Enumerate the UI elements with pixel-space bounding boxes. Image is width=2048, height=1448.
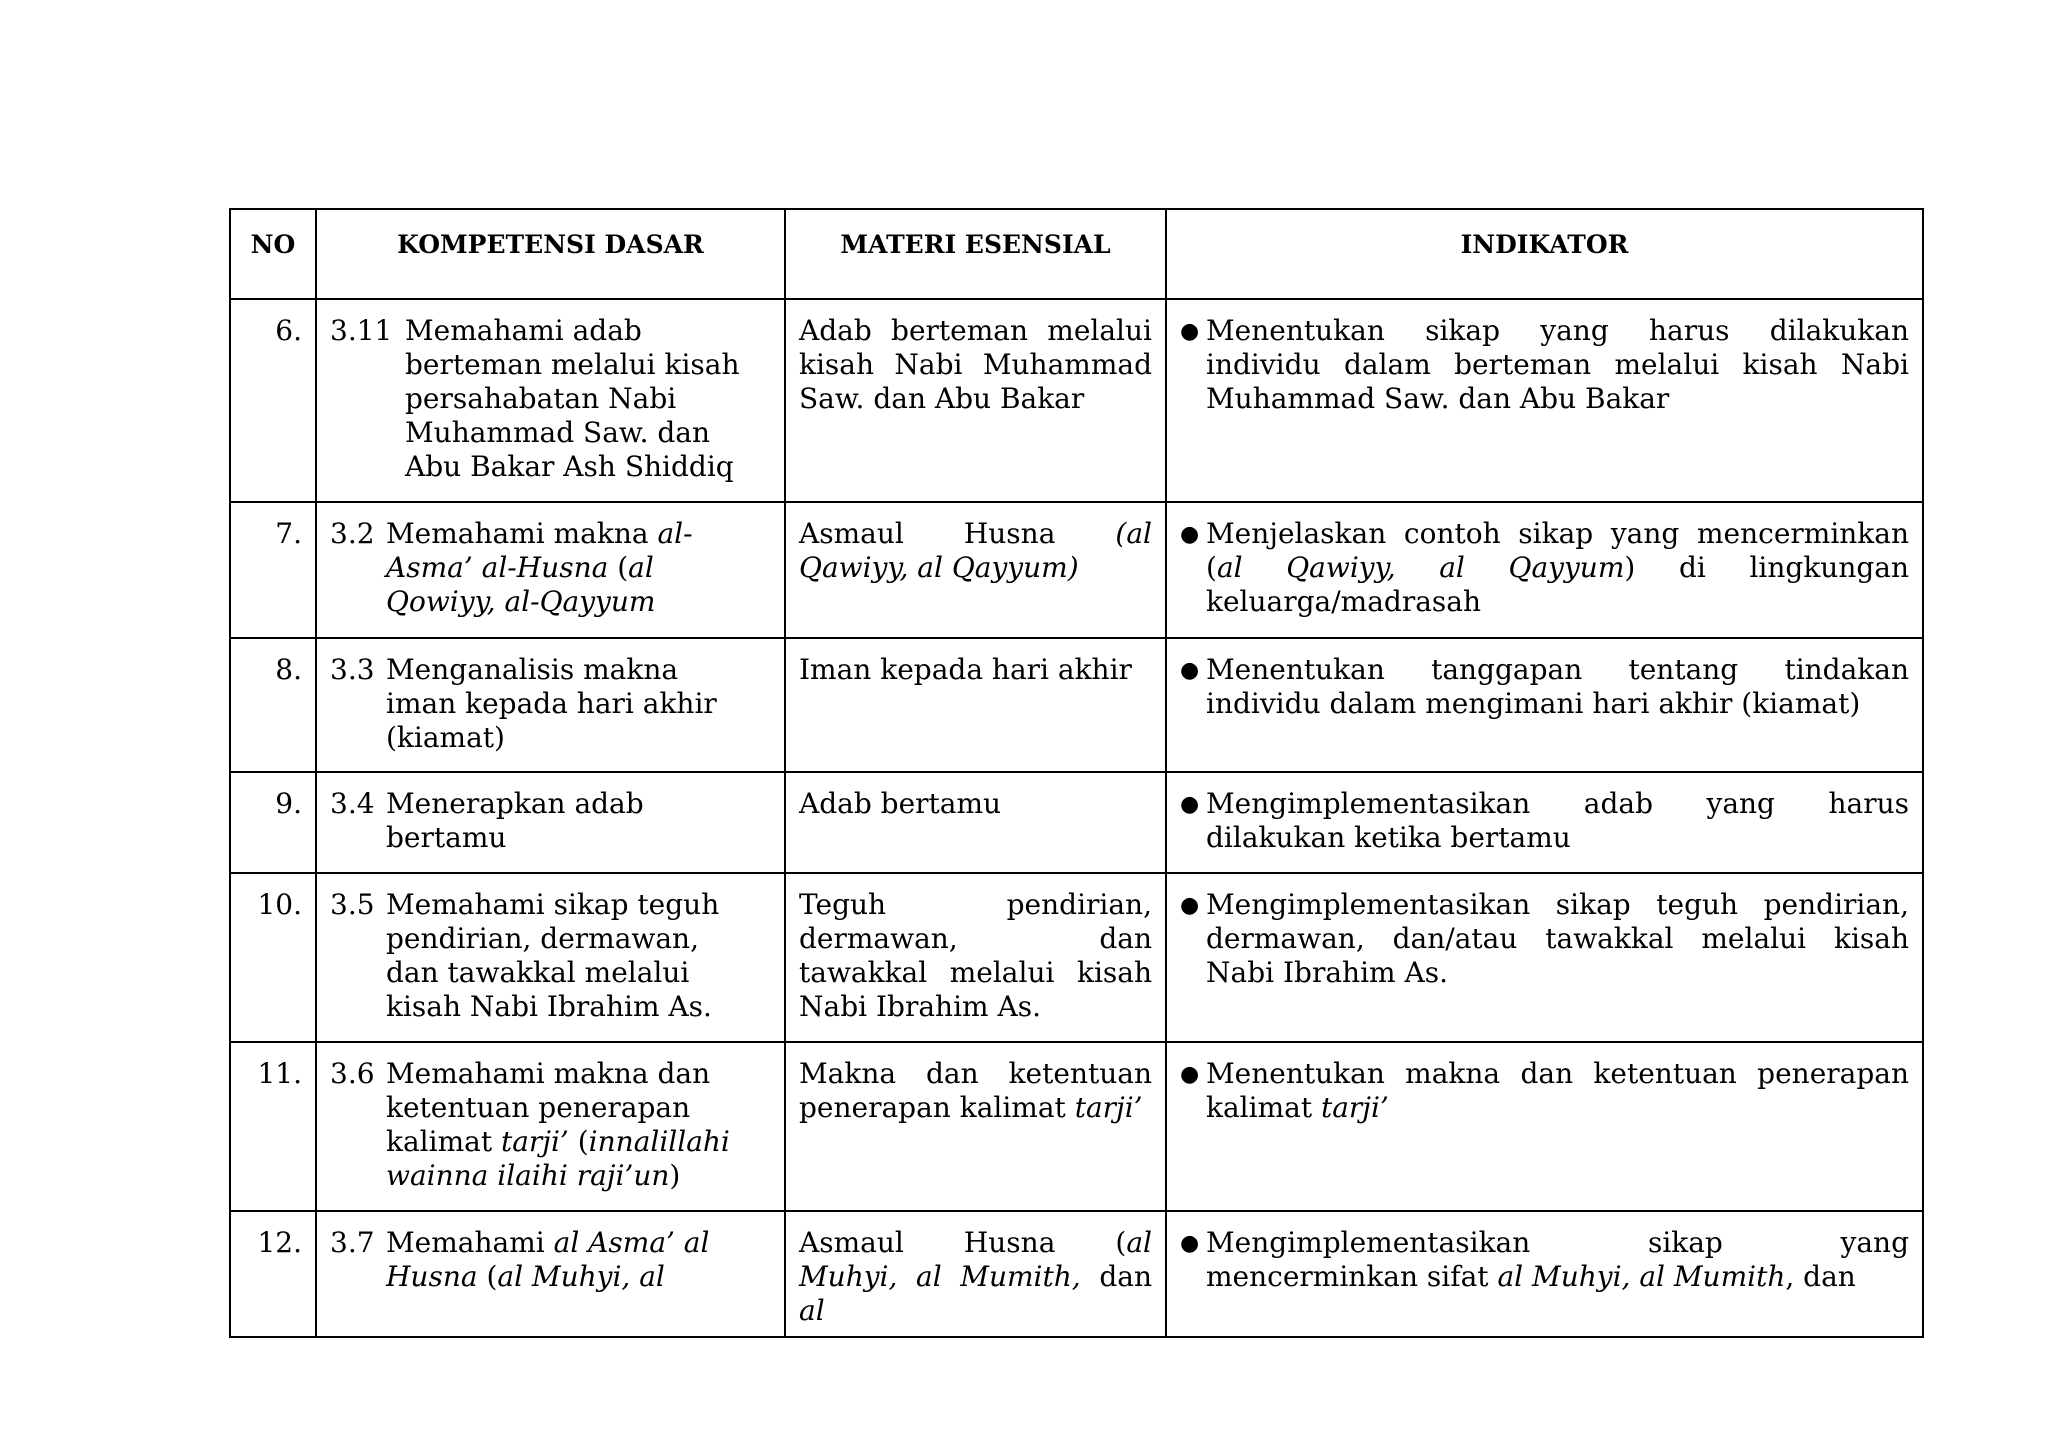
kd-text-line: Menerapkan adab <box>386 787 644 820</box>
bullet-icon: ● <box>1180 658 1200 683</box>
indikator-text-line: Menjelaskan contoh sikap yang mencerminkan <box>1206 517 1909 550</box>
kd-text-line: Memahami adab <box>405 314 642 347</box>
indikator-text-line: mencerminkan sifat al Muhyi, al Mumith, dan <box>1206 1260 1856 1293</box>
kd-text-line: (kiamat) <box>386 721 505 754</box>
kd-number: 3.7 <box>330 1226 375 1259</box>
bullet-icon: ● <box>1180 522 1200 547</box>
kd-text-line: pendirian, dermawan, <box>386 922 699 955</box>
materi-esensial-cell <box>785 873 1166 1042</box>
kd-text-line: berteman melalui kisah <box>405 348 740 381</box>
indikator-cell <box>1166 1042 1923 1211</box>
table-row <box>230 502 1923 638</box>
materi-text-line: Nabi Ibrahim As. <box>799 990 1041 1023</box>
kd-text-line: Memahami makna al- <box>386 517 693 550</box>
table-row <box>230 638 1923 772</box>
materi-text-line: Qawiyy, al Qayyum) <box>799 551 1079 584</box>
kd-text-line: Memahami sikap teguh <box>386 888 720 921</box>
bullet-icon: ● <box>1180 1062 1200 1087</box>
kd-text-line: Memahami makna dan <box>386 1057 711 1090</box>
table-row <box>230 772 1923 873</box>
materi-text-line: Saw. dan Abu Bakar <box>799 382 1085 415</box>
kd-text-line: ketentuan penerapan <box>386 1091 691 1124</box>
indikator-cell <box>1166 299 1923 502</box>
indikator-cell <box>1166 1211 1923 1337</box>
materi-text-line: Adab bertamu <box>799 787 1002 820</box>
indikator-text-line: individu dalam berteman melalui kisah Nabi <box>1206 348 1909 381</box>
indikator-text-line: Muhammad Saw. dan Abu Bakar <box>1206 382 1670 415</box>
kd-text-line: kisah Nabi Ibrahim As. <box>386 990 712 1023</box>
row-number: 7. <box>230 502 316 638</box>
table-row <box>230 1211 1923 1337</box>
materi-text-line: dermawan, dan <box>799 922 1152 955</box>
kd-text-line: Muhammad Saw. dan <box>405 416 711 449</box>
indikator-cell <box>1166 638 1923 772</box>
bullet-icon: ● <box>1180 319 1200 344</box>
indikator-text-line: dermawan, dan/atau tawakkal melalui kisah <box>1206 922 1909 955</box>
kd-text-line: Qowiyy, al-Qayyum <box>386 585 656 618</box>
materi-esensial-cell <box>785 299 1166 502</box>
indikator-text-line: Mengimplementasikan sikap yang <box>1206 1226 1909 1259</box>
kompetensi-dasar-cell <box>316 638 785 772</box>
kd-number: 3.3 <box>330 653 375 686</box>
materi-text-line: Adab berteman melalui <box>799 314 1152 347</box>
indikator-text-line: Menentukan tanggapan tentang tindakan <box>1206 653 1909 686</box>
materi-text-line: Makna dan ketentuan <box>799 1057 1152 1090</box>
kompetensi-table <box>229 208 1924 1338</box>
bullet-icon: ● <box>1180 1231 1200 1256</box>
indikator-text-line: Mengimplementasikan sikap teguh pendirian, <box>1206 888 1909 921</box>
kompetensi-dasar-cell <box>316 502 785 638</box>
materi-esensial-cell <box>785 772 1166 873</box>
kd-text-line: wainna ilaihi raji’un) <box>386 1159 681 1192</box>
kompetensi-dasar-cell <box>316 299 785 502</box>
kompetensi-dasar-cell <box>316 772 785 873</box>
materi-esensial-cell <box>785 638 1166 772</box>
materi-text-line: penerapan kalimat tarji’ <box>799 1091 1143 1124</box>
kompetensi-dasar-cell <box>316 1211 785 1337</box>
row-number: 11. <box>230 1042 316 1211</box>
kd-number: 3.2 <box>330 517 375 550</box>
kd-text-line: Memahami al Asma’ al <box>386 1226 710 1259</box>
kompetensi-dasar-cell <box>316 1042 785 1211</box>
indikator-cell <box>1166 502 1923 638</box>
row-number: 12. <box>230 1211 316 1337</box>
materi-text-line: Iman kepada hari akhir <box>799 653 1132 686</box>
indikator-text-line: kalimat tarji’ <box>1206 1091 1389 1124</box>
header-no: NO <box>230 209 316 299</box>
indikator-text-line: dilakukan ketika bertamu <box>1206 821 1571 854</box>
indikator-text-line: Menentukan makna dan ketentuan penerapan <box>1206 1057 1909 1090</box>
kd-number: 3.5 <box>330 888 375 921</box>
kd-text-line: kalimat tarji’ (innalillahi <box>386 1125 730 1158</box>
kd-text-line: bertamu <box>386 821 507 854</box>
bullet-icon: ● <box>1180 792 1200 817</box>
row-number: 8. <box>230 638 316 772</box>
indikator-cell <box>1166 873 1923 1042</box>
indikator-text-line: (al Qawiyy, al Qayyum) di lingkungan <box>1206 551 1910 584</box>
header-materi-esensial: MATERI ESENSIAL <box>785 209 1166 299</box>
row-number: 10. <box>230 873 316 1042</box>
indikator-text-line: individu dalam mengimani hari akhir (kiamat) <box>1206 687 1861 720</box>
materi-esensial-cell <box>785 1042 1166 1211</box>
kd-text-line: Husna (al Muhyi, al <box>386 1260 665 1293</box>
header-indikator: INDIKATOR <box>1166 209 1923 299</box>
kd-text-line: iman kepada hari akhir <box>386 687 717 720</box>
table-row <box>230 1042 1923 1211</box>
kd-text-line: dan tawakkal melalui <box>386 956 690 989</box>
kd-text-line: persahabatan Nabi <box>405 382 677 415</box>
indikator-text-line: keluarga/madrasah <box>1206 585 1481 618</box>
indikator-text-line: Mengimplementasikan adab yang harus <box>1206 787 1909 820</box>
header-kompetensi-dasar: KOMPETENSI DASAR <box>316 209 785 299</box>
materi-text-line: Teguh pendirian, <box>799 888 1152 921</box>
kd-text-line: Menganalisis makna <box>386 653 679 686</box>
header-row <box>230 209 1923 299</box>
materi-text-line: Asmaul Husna (al <box>799 1226 1152 1259</box>
materi-text-line: Muhyi, al Mumith, dan al <box>799 1260 1152 1327</box>
row-number: 6. <box>230 299 316 502</box>
kd-text-line: Abu Bakar Ash Shiddiq <box>405 450 734 483</box>
materi-text-line: tawakkal melalui kisah <box>799 956 1152 989</box>
materi-esensial-cell <box>785 1211 1166 1337</box>
kompetensi-dasar-cell <box>316 873 785 1042</box>
indikator-text-line: Menentukan sikap yang harus dilakukan <box>1206 314 1909 347</box>
kd-text-line: Asma’ al-Husna (al <box>386 551 654 584</box>
table-row <box>230 299 1923 502</box>
kd-number: 3.11 <box>330 314 393 347</box>
row-number: 9. <box>230 772 316 873</box>
indikator-cell <box>1166 772 1923 873</box>
materi-esensial-cell <box>785 502 1166 638</box>
materi-text-line: Asmaul Husna (al <box>799 517 1152 550</box>
table-row <box>230 873 1923 1042</box>
bullet-icon: ● <box>1180 893 1200 918</box>
materi-text-line: kisah Nabi Muhammad <box>799 348 1152 381</box>
kd-number: 3.4 <box>330 787 375 820</box>
kd-number: 3.6 <box>330 1057 375 1090</box>
indikator-text-line: Nabi Ibrahim As. <box>1206 956 1448 989</box>
